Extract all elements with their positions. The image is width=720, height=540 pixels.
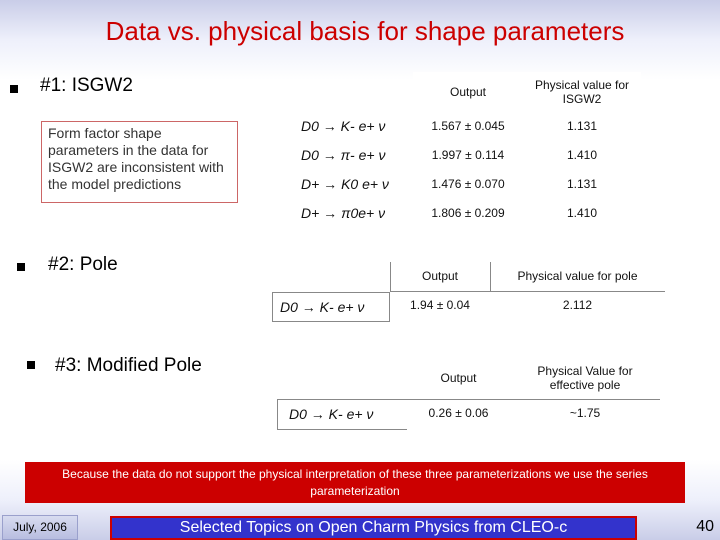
section-heading-pole: #2: Pole: [48, 254, 118, 275]
table-cell: 1.131: [523, 112, 641, 140]
table-cell: 1.806 ± 0.209: [413, 199, 523, 227]
table-cell: 1.410: [523, 199, 641, 227]
table-header: Output: [413, 72, 523, 112]
table-cell: 1.997 ± 0.114: [413, 141, 523, 169]
table-header: Output: [390, 262, 490, 290]
table-header: Physical Value for effective pole: [510, 358, 660, 398]
table-cell: 1.476 ± 0.070: [413, 170, 523, 198]
decay-label: D+ → K0 e+ ν: [289, 170, 413, 198]
decay-label: D0 → K- e+ ν: [289, 112, 413, 140]
footer-title: Selected Topics on Open Charm Physics from CLEO-c: [110, 516, 637, 540]
table-header: Output: [407, 358, 510, 398]
table-cell: 1.94 ± 0.04: [390, 292, 490, 318]
section-heading-modified-pole: #3: Modified Pole: [55, 355, 202, 376]
table-divider: [490, 262, 491, 292]
table-cell: 2.112: [490, 292, 665, 318]
table-header: Physical value for ISGW2: [523, 72, 641, 112]
decay-label: D0 → π- e+ ν: [289, 141, 413, 169]
section-heading-isgw2: #1: ISGW2: [40, 75, 133, 96]
table-cell: 0.26 ± 0.06: [407, 399, 510, 427]
note-box: Form factor shape parameters in the data for ISGW2 are inconsistent with the model predictions: [41, 121, 238, 203]
bullet-marker: [27, 361, 35, 369]
date-label: July, 2006: [2, 515, 78, 540]
bullet-marker: [10, 85, 18, 93]
decay-label: D0 → K- e+ ν: [272, 292, 390, 322]
table-header: Physical value for pole: [490, 262, 665, 290]
slide-title: Data vs. physical basis for shape parameters: [105, 16, 625, 46]
table-cell: 1.410: [523, 141, 641, 169]
table-cell: 1.131: [523, 170, 641, 198]
decay-label: D+ → π0e+ ν: [289, 199, 413, 227]
bullet-marker: [17, 263, 25, 271]
conclusion-banner: Because the data do not support the physical interpretation of these three parameterizations we use the series parameterization: [25, 462, 685, 503]
table-cell: 1.567 ± 0.045: [413, 112, 523, 140]
decay-label: D0 → K- e+ ν: [277, 399, 407, 429]
table-cell: ~1.75: [510, 399, 660, 427]
table-divider: [407, 399, 660, 400]
page-number: 40: [696, 518, 714, 535]
